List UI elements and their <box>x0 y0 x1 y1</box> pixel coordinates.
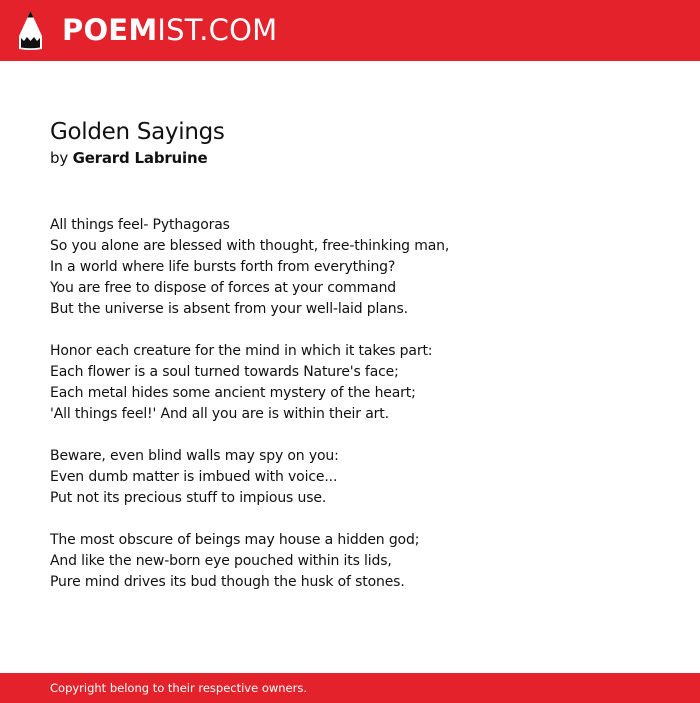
stanza <box>50 215 670 320</box>
site-logo[interactable] <box>62 12 277 48</box>
stanza <box>50 446 670 509</box>
poem-body <box>50 215 670 593</box>
poem-line: Beware, even blind walls may spy on you: <box>50 448 339 464</box>
poem-line: So you alone are blessed with thought, free-thinking man, <box>50 238 450 254</box>
site-header <box>0 0 700 61</box>
poem-line: And like the new-born eye pouched within its lids, <box>50 553 392 569</box>
poem-title: Golden Sayings <box>50 119 225 145</box>
byline <box>50 147 670 169</box>
byline-prefix: by <box>50 149 68 167</box>
poem-line: Honor each creature for the mind in which it takes part: <box>50 343 433 359</box>
author-name: Gerard Labruine <box>72 149 208 167</box>
logo-light-text: IST.COM <box>157 13 278 47</box>
poem-line: But the universe is absent from your well-laid plans. <box>50 301 408 317</box>
poem-content <box>50 116 670 614</box>
site-footer <box>0 673 700 703</box>
poem-line: The most obscure of beings may house a hidden god; <box>50 532 420 548</box>
poem-line: All things feel- Pythagoras <box>50 217 230 233</box>
poem-line: Each flower is a soul turned towards Nature's face; <box>50 364 399 380</box>
poem-line: You are free to dispose of forces at your command <box>50 280 397 296</box>
copyright-notice: Copyright belong to their respective owners. <box>50 681 308 695</box>
poem-line: Even dumb matter is imbued with voice... <box>50 469 338 485</box>
stanza <box>50 530 670 593</box>
stanza <box>50 341 670 425</box>
poem-line: Pure mind drives its bud though the husk of stones. <box>50 574 405 590</box>
pencil-tip-icon[interactable] <box>18 10 43 51</box>
logo-bold-text: POEM <box>62 13 158 47</box>
poem-line: Put not its precious stuff to impious use. <box>50 490 327 506</box>
poem-line: 'All things feel!' And all you are is within their art. <box>50 406 389 422</box>
poem-line: In a world where life bursts forth from everything? <box>50 259 396 275</box>
poem-line: Each metal hides some ancient mystery of the heart; <box>50 385 416 401</box>
